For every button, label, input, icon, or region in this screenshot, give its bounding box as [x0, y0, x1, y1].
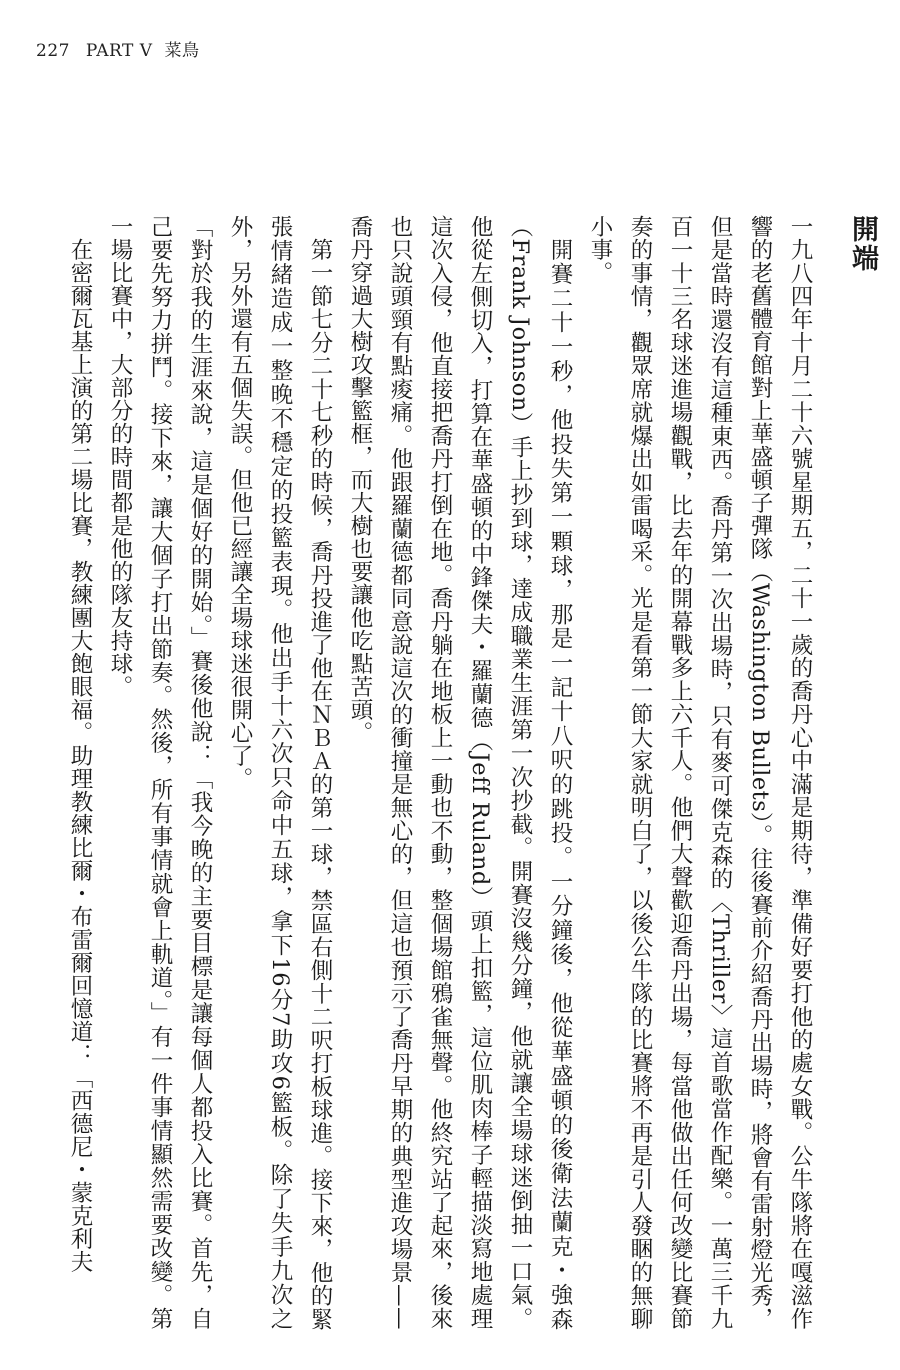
paragraph-4: 「對於我的生涯來說，這是個好的開始。」賽後他說：「我今晚的主要目標是讓每個人都投入比賽。首先，自己要先努力拼鬥。接下來，讓大個子打出節奏。然後，所有事情就會上軌道。」有一件事情顯然需要改變。第一場比賽中，大部分的時間都是他的隊友持球。 [107, 215, 213, 1330]
part-label: PART V [85, 41, 153, 61]
paragraph-2: 開賽二十一秒，他投失第一顆球，那是一記十八呎的跳投。一分鐘後，他從華盛頓的後衛法蘭克・強森（Frank Johnson）手上抄到球，達成職業生涯第一次抄截。開賽沒幾分鐘，他就讓全場球迷倒抽一口氣。他從左側切入，打算在華盛頓的中鋒傑夫・羅蘭德（Jeff Ruland）頭上扣籃，這位肌肉棒子輕描淡寫地處理這次入侵，他直接把喬丹打倒在地。喬丹躺在地板上一動也不動，整個場館鴉雀無聲。他終究站了起來，後來也只說頭頸有點痠痛。他跟羅蘭德都同意說這次的衝撞是無心的，但這也預示了喬丹早期的典型進攻場景——喬丹穿過大樹攻擊籃框，而大樹也要讓他吃點苦頭。 [347, 215, 573, 1330]
paragraph-1: 一九八四年十月二十六號星期五，二十一歲的喬丹心中滿是期待，準備好要打他的處女戰。公牛隊將在嘎滋作響的老舊體育館對上華盛頓子彈隊（Washington Bullets）。往後賽前介紹喬丹出場時，將會有雷射燈光秀，但是當時還沒有這種東西。喬丹第一次出場時，只有麥可傑克森的〈Thriller〉這首歌當作配樂。一萬三千九百一十三名球迷進場觀戰，比去年的開幕戰多上六千人。他們大聲歡迎喬丹出場，每當他做出任何改變比賽節奏的事情，觀眾席就爆出如雷喝采。光是看第一節大家就明白了，以後公牛隊的比賽將不再是引人發睏的無聊小事。 [587, 215, 813, 1331]
section-heading: 開端 [847, 215, 878, 273]
paragraph-3: 第一節七分二十七秒的時候，喬丹投進了他在ＮＢＡ的第一球，禁區右側十二呎打板球進。接下來，他的緊張情緒造成一整晚不穩定的投籃表現。他出手十六次只命中五球，拿下16分7助攻6籃板。除了失手九次之外，另外還有五個失誤。但他已經讓全場球迷很開心了。 [227, 215, 333, 1330]
part-title: 菜鳥 [164, 41, 200, 61]
running-head [36, 36, 199, 61]
page-number: 227 [36, 41, 70, 61]
paragraph-5: 在密爾瓦基上演的第二場比賽，教練團大飽眼福。助理教練比爾・布雷爾回憶道：「西德尼・蒙克利夫 [67, 237, 93, 1273]
body-text [67, 215, 882, 1331]
